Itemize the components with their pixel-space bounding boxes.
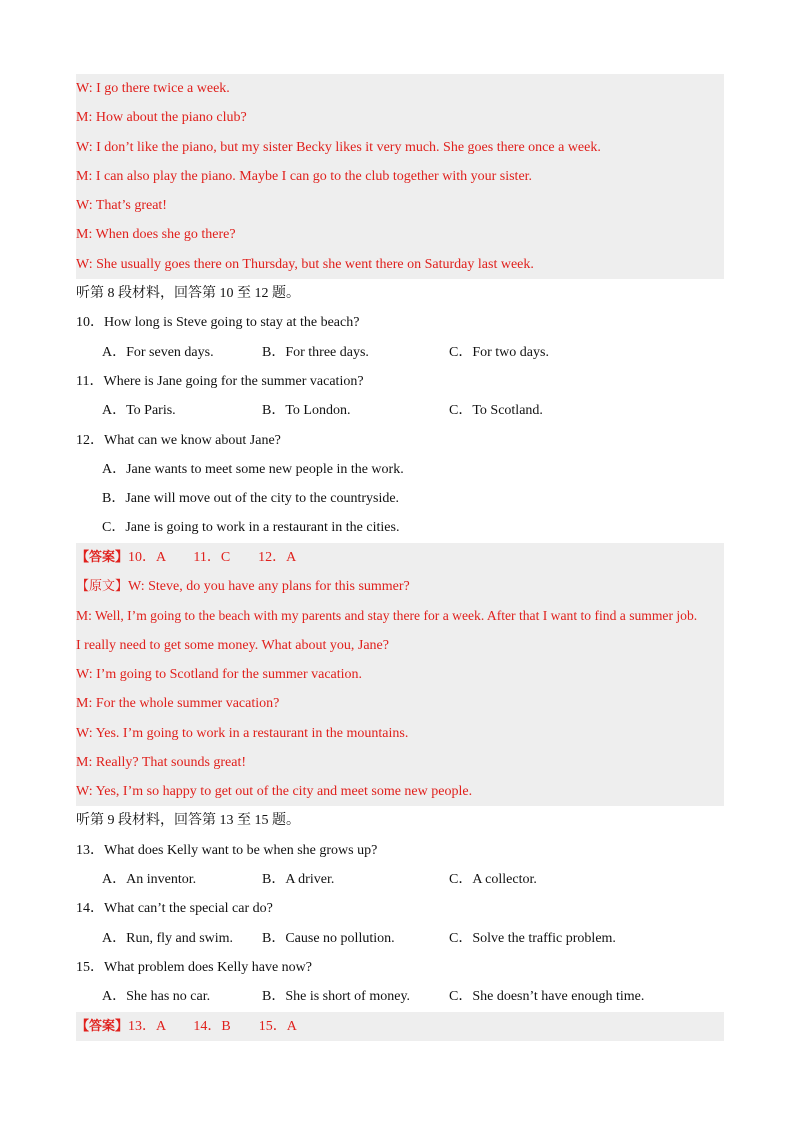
- transcript-block-top: [76, 74, 724, 279]
- option-a: A．To Paris.: [102, 403, 176, 419]
- question-10: 10．How long is Steve going to stay at the beach?: [76, 315, 360, 331]
- transcript-line: W: I go there twice a week.: [76, 81, 230, 96]
- option-b: B．To London.: [262, 403, 351, 419]
- section-8-heading: 听第 8 段材料，回答第 10 至 12 题。: [76, 286, 300, 302]
- option-b: B．Jane will move out of the city to the countryside.: [102, 491, 400, 507]
- question-11-options: [76, 396, 724, 425]
- option-b: B．Cause no pollution.: [262, 930, 395, 946]
- option-b: B．For three days.: [262, 344, 369, 360]
- transcript-line: W: Yes. I’m going to work in a restaurant in the mountains.: [76, 725, 409, 741]
- transcript-line: M: For the whole summer vacation?: [76, 696, 280, 712]
- transcript-line: M: I can also play the piano. Maybe I can go to the club together with your sister.: [76, 168, 533, 184]
- question-14: 14．What can’t the special car do?: [76, 901, 273, 917]
- answer-block-9: [76, 1012, 724, 1041]
- option-c: C．To Scotland.: [449, 403, 543, 419]
- transcript-line: M: Really? That sounds great!: [76, 754, 247, 770]
- original-label: 【原文】: [76, 579, 129, 595]
- transcript-line: M: When does she go there?: [76, 227, 236, 243]
- original-text-line: [76, 572, 724, 601]
- option-a: A．Run, fly and swim.: [102, 930, 234, 946]
- option-c: C．Solve the traffic problem.: [449, 930, 616, 946]
- transcript-line: W: Yes, I’m so happy to get out of the city and meet some new people.: [76, 784, 473, 800]
- answer-label: 【答案】: [76, 549, 129, 565]
- answer-label: 【答案】: [76, 1018, 129, 1034]
- question-13-options: [76, 865, 724, 894]
- question-14-options: [76, 924, 724, 953]
- question-15: 15．What problem does Kelly have now?: [76, 959, 312, 975]
- question-11: 11．Where is Jane going for the summer vacation?: [76, 373, 364, 389]
- document-page: [76, 74, 724, 1041]
- question-10-options: [76, 338, 724, 367]
- transcript-line: M: How about the piano club?: [76, 110, 247, 126]
- transcript-line: W: I don’t like the piano, but my sister Becky likes it very much. She goes there once a week.: [76, 139, 601, 155]
- transcript-line: W: I’m going to Scotland for the summer vacation.: [76, 666, 363, 682]
- transcript-line: W: She usually goes there on Thursday, but she went there on Saturday last week.: [76, 256, 534, 272]
- transcript-line: W: Steve, do you have any plans for this summer?: [128, 579, 410, 595]
- question-13: 13．What does Kelly want to be when she grows up?: [76, 842, 378, 858]
- option-a: A．She has no car.: [102, 989, 211, 1005]
- option-a: A．For seven days.: [102, 344, 214, 360]
- option-a: A．An inventor.: [102, 872, 197, 888]
- question-12: 12．What can we know about Jane?: [76, 432, 281, 448]
- answer-text: 13．A 14．B 15．A: [128, 1018, 297, 1034]
- option-a: A．Jane wants to meet some new people in the work.: [102, 461, 404, 477]
- option-b: B．She is short of money.: [262, 989, 411, 1005]
- option-c: C．A collector.: [449, 872, 537, 888]
- option-c: C．For two days.: [449, 344, 549, 360]
- transcript-line: M: Well, I’m going to the beach with my parents and stay there for a week. After that I want to find a summer job.: [76, 608, 698, 624]
- option-c: C．She doesn’t have enough time.: [449, 989, 645, 1005]
- option-b: B．A driver.: [262, 872, 335, 888]
- section-9-heading: 听第 9 段材料，回答第 13 至 15 题。: [76, 813, 300, 829]
- answer-line: [76, 543, 724, 572]
- option-c: C．Jane is going to work in a restaurant in the cities.: [102, 520, 400, 536]
- answer-block-8: [76, 543, 724, 807]
- transcript-line: I really need to get some money. What about you, Jane?: [76, 637, 389, 653]
- answer-line: [76, 1012, 724, 1041]
- transcript-line: W: That’s great!: [76, 198, 167, 214]
- question-15-options: [76, 982, 724, 1011]
- answer-text: 10．A 11．C 12．A: [128, 549, 297, 565]
